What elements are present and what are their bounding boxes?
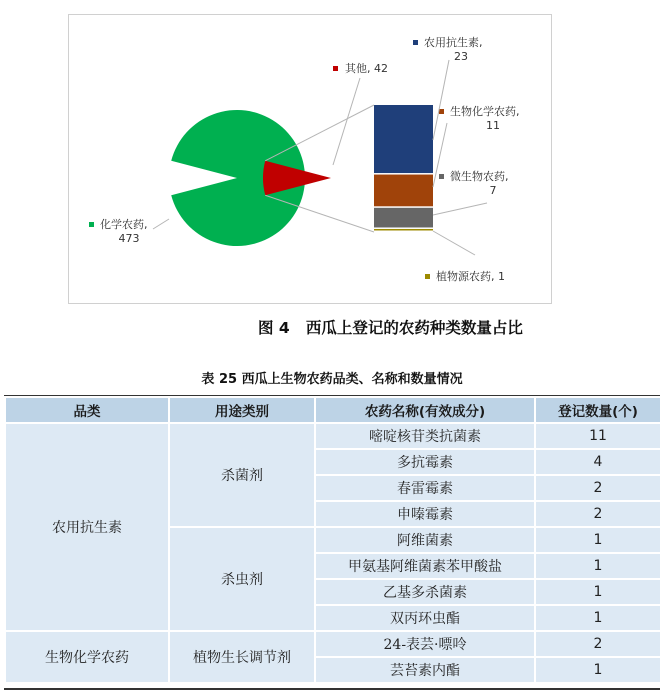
use-cell: 杀菌剂	[169, 423, 315, 527]
header-name: 农药名称(有效成分)	[315, 397, 535, 423]
count-cell: 11	[535, 423, 661, 449]
label-seg-2-marker	[439, 174, 444, 179]
label-seg-3-text: 植物源农药, 1	[436, 270, 505, 283]
count-cell: 1	[535, 527, 661, 553]
count-cell: 1	[535, 553, 661, 579]
label-seg-1-name: 生物化学农药,	[450, 105, 520, 118]
bar-segment-3	[374, 229, 433, 231]
label-seg-0-value: 23	[454, 50, 468, 63]
label-chemical-value: 473	[118, 232, 140, 245]
header-category: 品类	[5, 397, 169, 423]
use-cell: 杀虫剂	[169, 527, 315, 631]
pesticide-name-cell: 乙基多杀菌素	[315, 579, 535, 605]
table-row	[5, 631, 661, 657]
leader-other	[333, 78, 360, 165]
figure-caption: 图 4 西瓜上登记的农药种类数量占比	[258, 319, 523, 337]
category-cell: 生物化学农药	[5, 631, 169, 683]
table-header-row	[5, 397, 661, 423]
label-seg-1-marker	[439, 109, 444, 114]
table-bottom-rule	[4, 688, 660, 690]
pesticide-name-cell: 春雷霉素	[315, 475, 535, 501]
count-cell: 1	[535, 657, 661, 683]
count-cell: 2	[535, 631, 661, 657]
leader-seg-0	[433, 60, 449, 140]
use-cell: 植物生长调节剂	[169, 631, 315, 683]
bar-segment-2	[374, 208, 433, 228]
count-cell: 2	[535, 475, 661, 501]
pesticide-name-cell: 阿维菌素	[315, 527, 535, 553]
pesticide-name-cell: 芸苔素内酯	[315, 657, 535, 683]
label-other-text: 其他, 42	[345, 62, 388, 75]
table-row	[5, 423, 661, 449]
label-seg-0-marker	[413, 40, 418, 45]
pesticide-name-cell: 嘧啶核苷类抗菌素	[315, 423, 535, 449]
leader-chemical	[153, 219, 169, 229]
pesticide-name-cell: 24-表芸·嘌呤	[315, 631, 535, 657]
leader-seg-3	[433, 231, 475, 255]
bar-segment-1	[374, 175, 433, 207]
label-seg-2-name: 微生物农药,	[450, 170, 509, 183]
label-chemical-marker	[89, 222, 94, 227]
label-seg-2-value: 7	[489, 184, 497, 197]
header-count: 登记数量(个)	[535, 397, 661, 423]
leader-seg-2	[433, 203, 487, 215]
label-seg-1-value: 11	[486, 119, 500, 132]
count-cell: 1	[535, 579, 661, 605]
label-seg-0-name: 农用抗生素,	[424, 36, 483, 49]
count-cell: 4	[535, 449, 661, 475]
label-chemical-name: 化学农药,	[100, 218, 148, 231]
label-seg-3-marker	[425, 274, 430, 279]
table-body	[5, 423, 661, 683]
count-cell: 1	[535, 605, 661, 631]
pesticide-name-cell: 申嗪霉素	[315, 501, 535, 527]
label-other-marker	[333, 66, 338, 71]
pesticide-name-cell: 甲氨基阿维菌素苯甲酸盐	[315, 553, 535, 579]
category-cell: 农用抗生素	[5, 423, 169, 631]
header-use: 用途类别	[169, 397, 315, 423]
pie-of-bar-chart	[69, 15, 553, 305]
chart-panel	[68, 14, 552, 304]
pesticide-name-cell: 多抗霉素	[315, 449, 535, 475]
table-title: 表 25 西瓜上生物农药品类、名称和数量情况	[201, 372, 463, 387]
pesticide-name-cell: 双丙环虫酯	[315, 605, 535, 631]
data-table	[4, 396, 662, 684]
bar-segment-0	[374, 105, 433, 173]
count-cell: 2	[535, 501, 661, 527]
